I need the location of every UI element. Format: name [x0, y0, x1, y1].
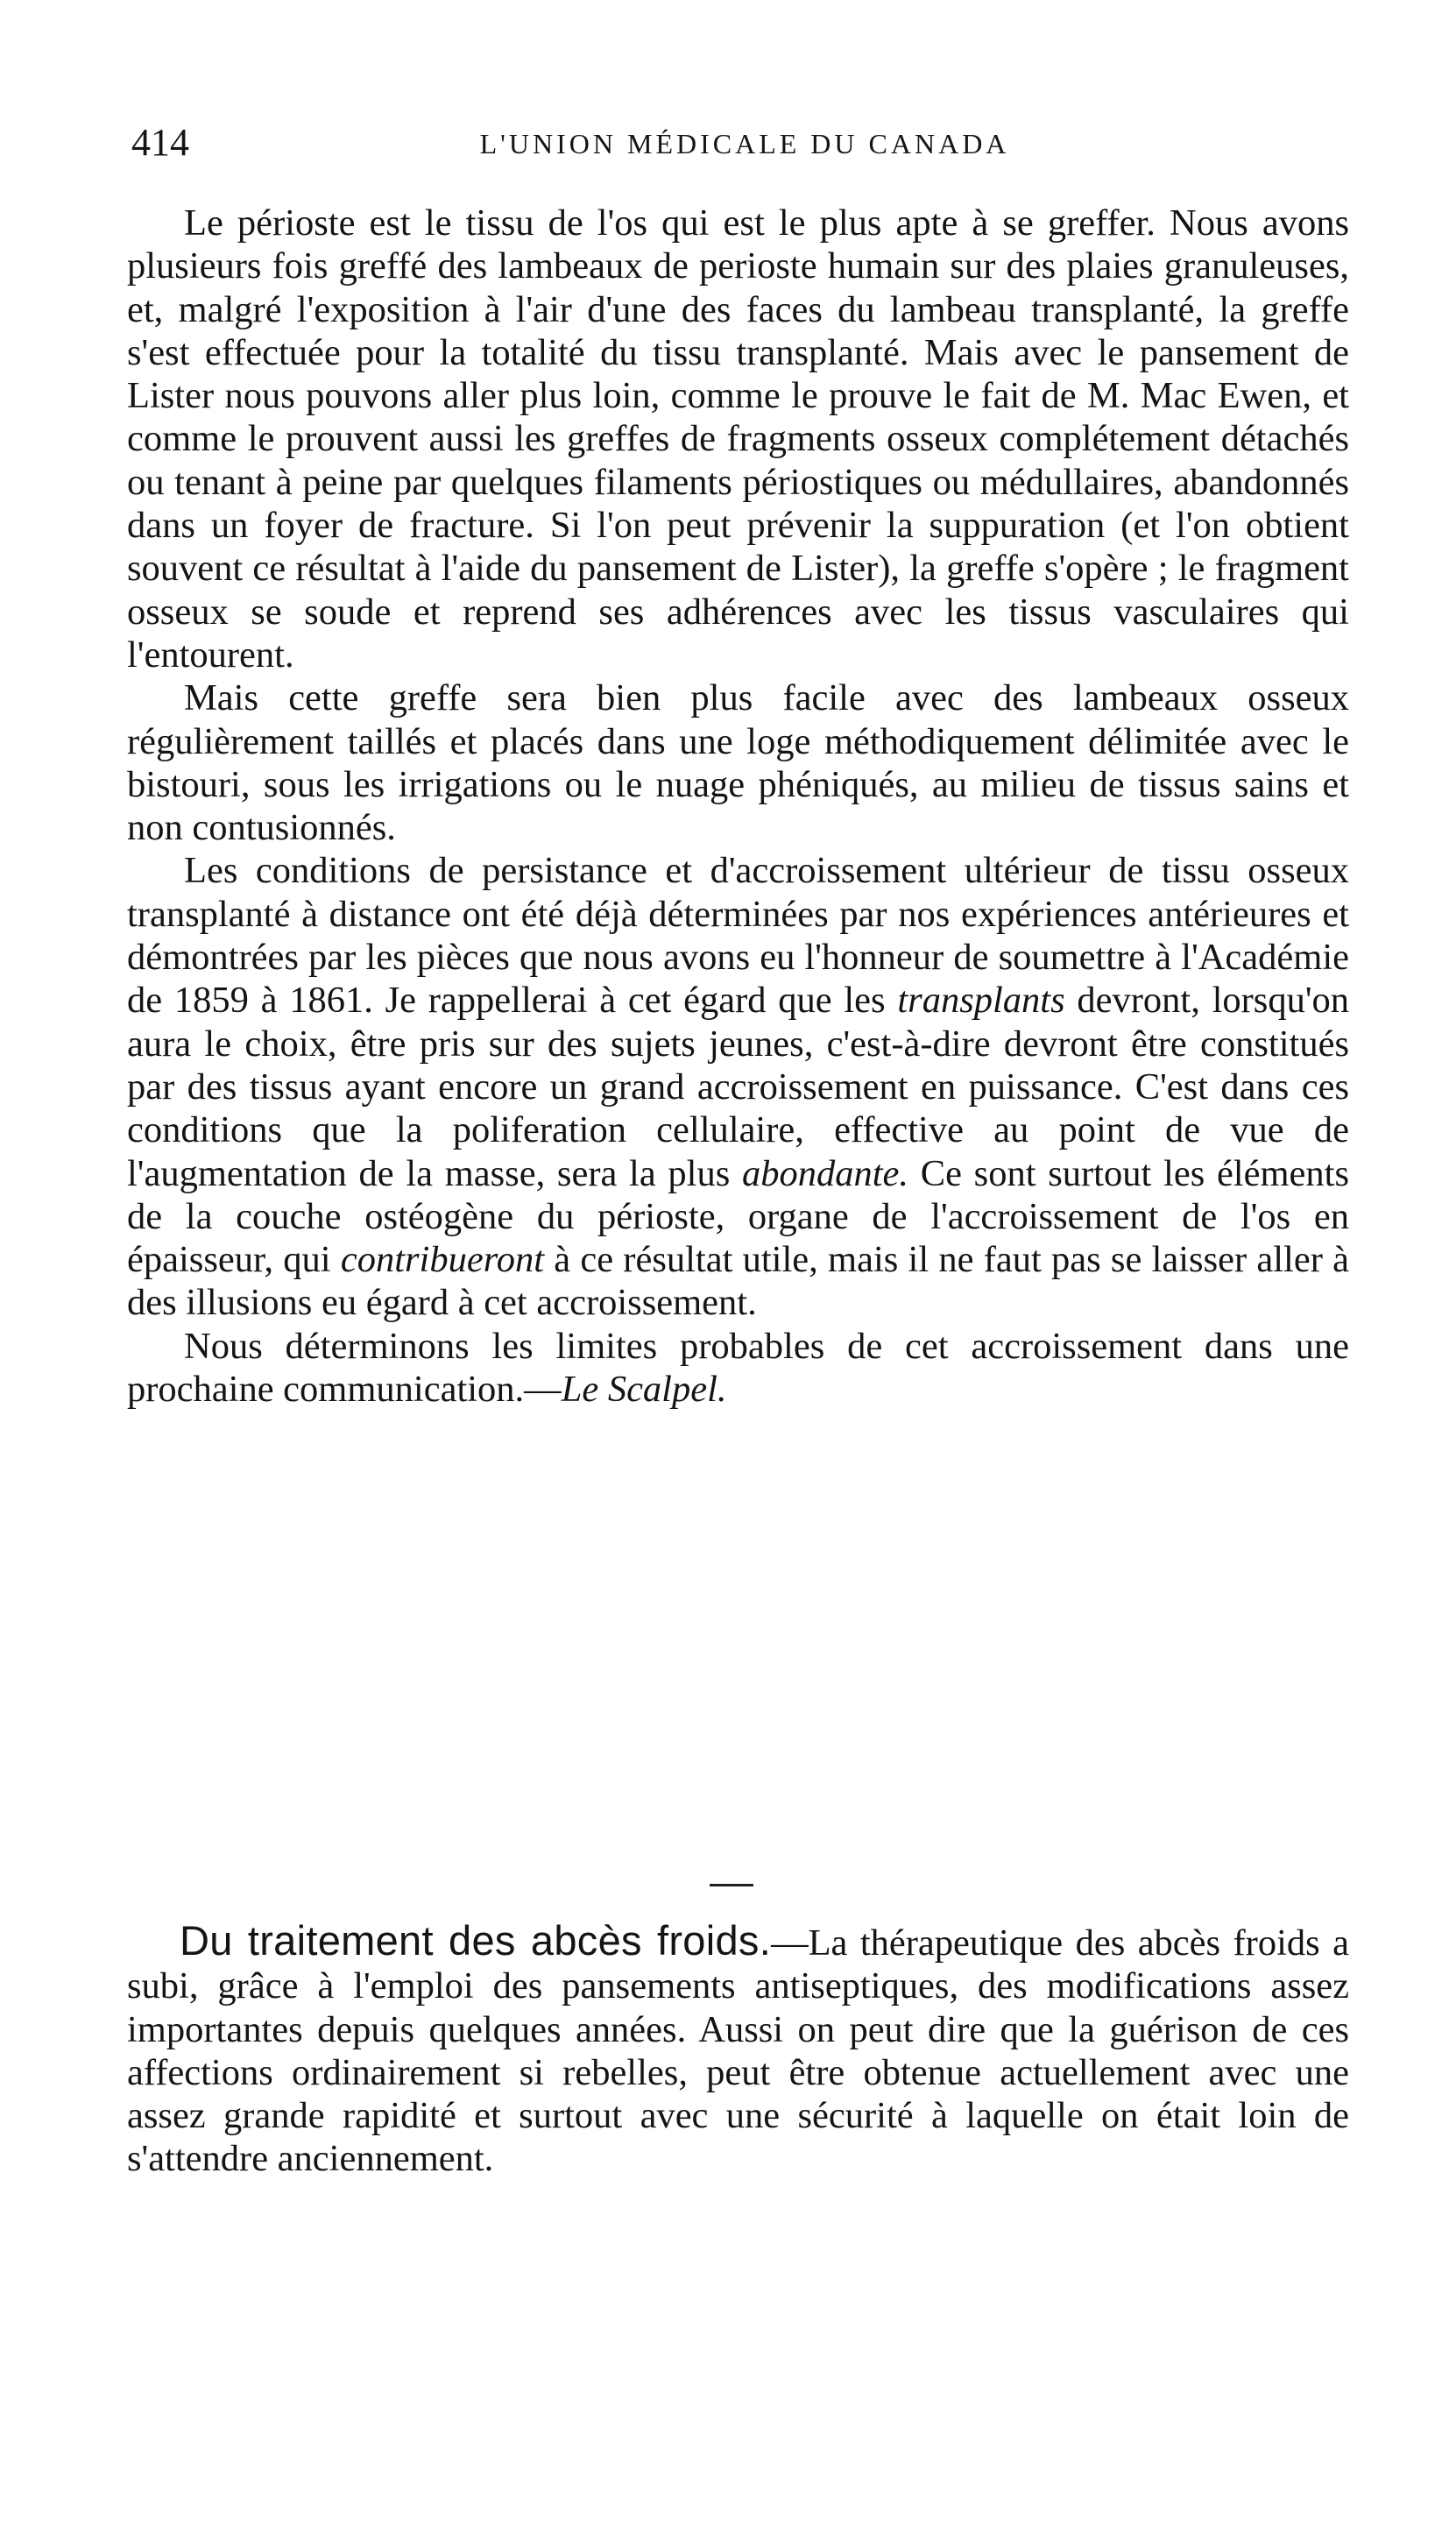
section-divider — [710, 1884, 753, 1886]
paragraph-periosteum-graft: Le périoste est le tissu de l'os qui est le plus apte à se greffer. Nous avons plusieurs fois greffé des lambeaux de perioste humain sur des plaies granuleuses, et, malgré l'exposition à l'air d'une des faces du lambeau transplanté, la greffe s'est effectuée pour la totalité du tissu transplanté. Mais avec le pansement de Lister nous pouvons aller plus loin, comme le prouve le fait de M. Mac Ewen, et comme le prouvent aussi les greffes de fragments osseux complétement détachés ou tenant à peine par quelques filaments périostiques ou médullaires, abandonnés dans un foyer de fracture. Si l'on peut prévenir la suppuration (et l'on obtient souvent ce résultat à l'aide du pansement de Lister), la greffe s'opère ; le fragment osseux se soude et reprend ses adhérences avec les tissus vasculaires qui l'entourent. — [127, 202, 1349, 676]
article-cold-abscesses — [127, 1919, 1349, 2181]
paragraph-text: —La thérapeutique des abcès froids a subi, grâce à l'emploi des pansements antiseptiques, des modifications assez importantes depuis quelques années. Aussi on peut dire que la guérison de ces affections ordinairement si rebelles, peut être obtenue actuellement avec une assez grande rapidité et surtout avec une sécurité à laquelle on était loin de s'attendre anciennement. — [127, 1922, 1349, 2180]
journal-title: L'UNION MÉDICALE DU CANADA — [479, 128, 1010, 159]
italic-term: abondante. — [742, 1152, 909, 1194]
article-continuation — [127, 202, 1349, 1411]
italic-term: contribueront — [340, 1239, 544, 1281]
page-number: 414 — [131, 121, 189, 164]
paragraph-bone-flaps: Mais cette greffe sera bien plus facile avec des lambeaux osseux régulièrement taillés et placés dans une loge méthodiquement délimitée avec le bistouri, sous les irrigations ou le nuage phéniqués, au milieu de tissus sains et non contusionnés. — [127, 677, 1349, 849]
source-citation: Le Scalpel. — [561, 1369, 727, 1411]
paragraph-text: Nous déterminons les limites probables de cet accroissement dans une prochaine communication.— — [127, 1325, 1349, 1411]
paragraph-text: à ce résultat utile, mais il ne faut pas se laisser aller à des illusions eu égard à cet accroissement. — [127, 1239, 1349, 1324]
running-head — [131, 121, 1358, 165]
paragraph-cold-abscesses — [127, 1919, 1349, 2181]
paragraph-text: devront, lorsqu'on aura le choix, être pris sur des sujets jeunes, c'est-à-dire devront être constitués par des tissus ayant encore un grand accroissement en puissance. C'est dans ces conditions que la poliferation cellulaire, effective au point de vue de l'augmentation de la masse, sera la plus — [127, 980, 1350, 1194]
paragraph-conditions — [127, 849, 1349, 1324]
paragraph-text: Ce sont surtout les éléments de la couche ostéogène du périoste, organe de l'accroissement de l'os en épaisseur, qui — [127, 1152, 1349, 1281]
paragraph-text: Les conditions de persistance et d'accroissement ultérieur de tissu osseux transplanté à distance ont été déjà déterminées par nos expériences antérieures et démontrées par les pièces que nous avons eu l'honneur de soumettre à l'Académie de 1859 à 1861. Je rappellerai à cet égard que les — [127, 850, 1349, 1022]
italic-term: transplants — [897, 980, 1065, 1022]
paragraph-closing — [127, 1325, 1349, 1412]
section-heading: Du traitement des abcès froids. — [180, 1917, 772, 1964]
